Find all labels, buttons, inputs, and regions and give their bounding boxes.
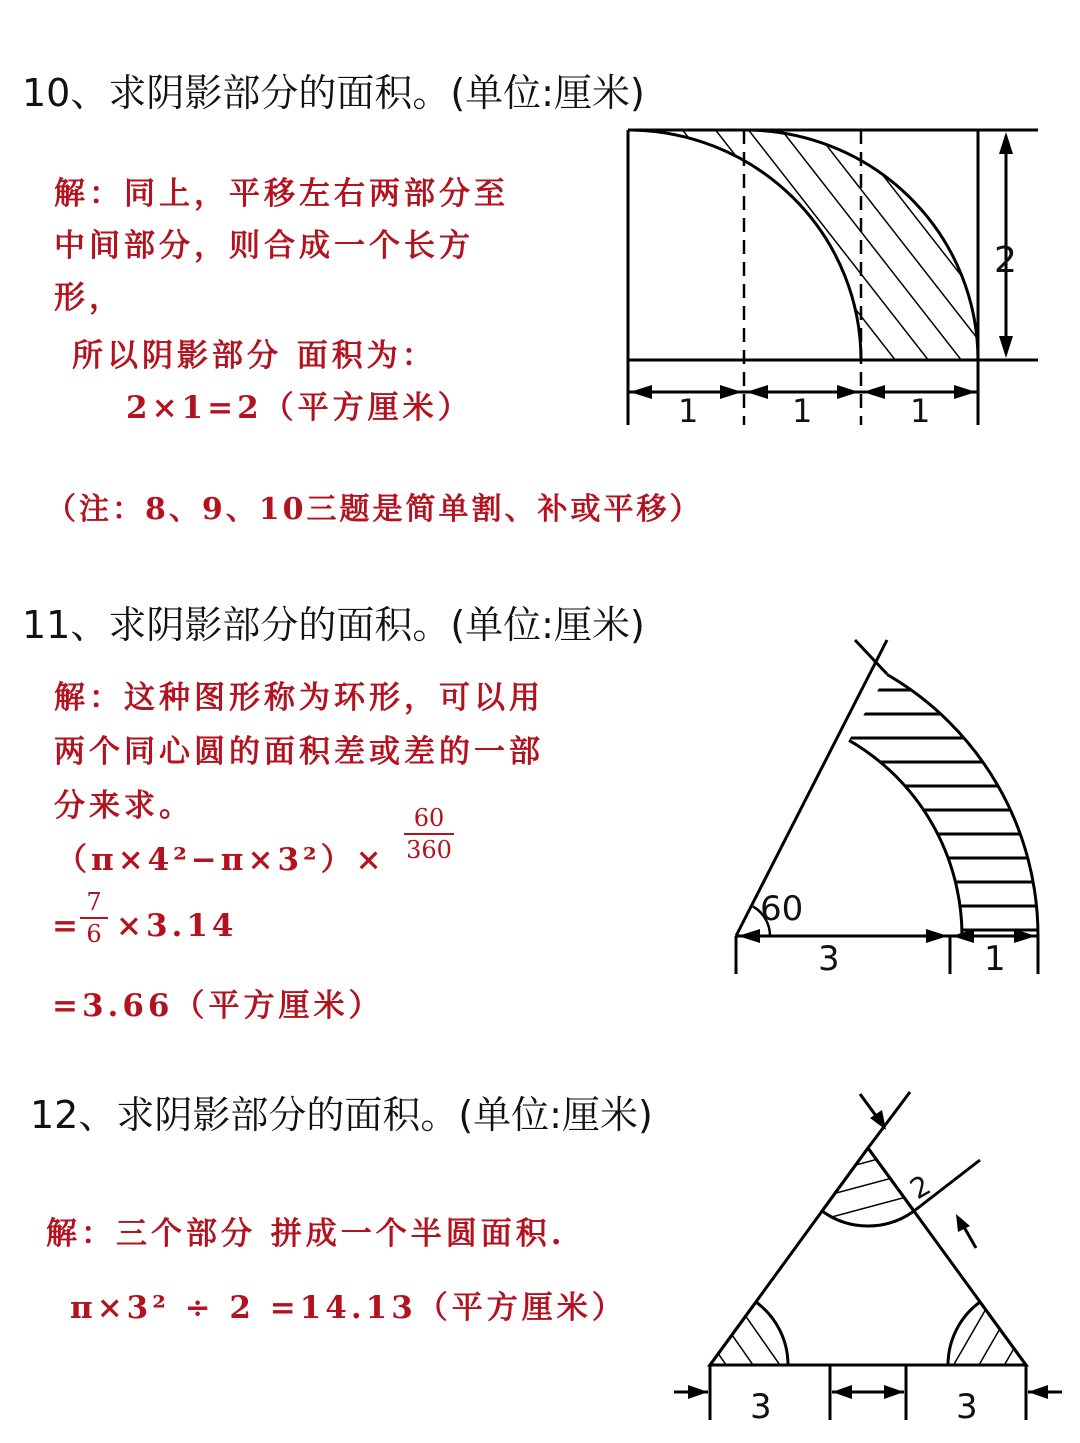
problem-11-title: 11、求阴影部分的面积。(单位:厘米) xyxy=(22,603,645,647)
problem-10-width-label-3: 1 xyxy=(910,392,931,430)
problem-11-solution-line-1: 解：这种图形称为环形，可以用 xyxy=(54,680,544,716)
problem-10-title: 10、求阴影部分的面积。(单位:厘米) xyxy=(22,71,645,115)
problem-12-solution-line-2: π×3² ÷ 2 =14.13（平方厘米） xyxy=(70,1290,627,1326)
problem-10-solution-line-2: 中间部分，则合成一个长方 xyxy=(54,228,474,264)
problem-11-formula-1: （π×4²−π×3²）× xyxy=(56,842,386,878)
problem-10-solution-line-3: 形， xyxy=(54,280,124,316)
problem-11-formula-2-prefix: = xyxy=(52,908,82,944)
problem-11-formula-2-suffix: ×3.14 xyxy=(116,908,238,944)
problem-11-solution-line-3: 分来求。 xyxy=(54,788,194,824)
problem-10-note: （注：8、9、10三题是简单割、补或平移） xyxy=(46,492,703,527)
problem-11-fraction-1-den: 360 xyxy=(406,836,452,864)
problem-10-solution-line-5: 2×1=2（平方厘米） xyxy=(126,390,473,426)
problem-10-solution-line-4: 所以阴影部分 面积为： xyxy=(72,338,437,374)
problem-12-title: 12、求阴影部分的面积。(单位:厘米) xyxy=(30,1093,653,1137)
problem-11-fraction-2 xyxy=(80,888,108,948)
problem-11-fraction-2-num: 7 xyxy=(86,888,102,916)
problem-11-fraction-1 xyxy=(404,804,454,864)
problem-11-radius-label: 3 xyxy=(818,939,840,979)
problem-12-bottom-label-1: 3 xyxy=(750,1387,772,1427)
problem-10-width-label-2: 1 xyxy=(792,392,813,430)
problem-12-bottom-label-2: 3 xyxy=(956,1387,978,1427)
problem-11-angle-label: 60 xyxy=(760,889,804,929)
problem-12-solution-line-1: 解：三个部分 拼成一个半圆面积. xyxy=(46,1216,566,1252)
problem-12-top-label: 2 xyxy=(904,1168,937,1206)
problem-10-width-label-1: 1 xyxy=(678,392,699,430)
problem-11-solution-line-2: 两个同心圆的面积差或差的一部 xyxy=(54,734,544,770)
problem-11-figure xyxy=(710,630,1060,990)
problem-10-solution-line-1: 解：同上，平移左右两部分至 xyxy=(54,176,509,212)
problem-11-fraction-2-den: 6 xyxy=(86,920,102,948)
problem-12-figure xyxy=(660,1080,1070,1435)
problem-11-fraction-1-num: 60 xyxy=(413,804,445,832)
problem-11-formula-3: =3.66（平方厘米） xyxy=(52,988,384,1024)
problem-10-figure xyxy=(600,110,1060,440)
problem-10-height-label: 2 xyxy=(994,240,1017,281)
problem-11-ring-label: 1 xyxy=(984,939,1006,979)
